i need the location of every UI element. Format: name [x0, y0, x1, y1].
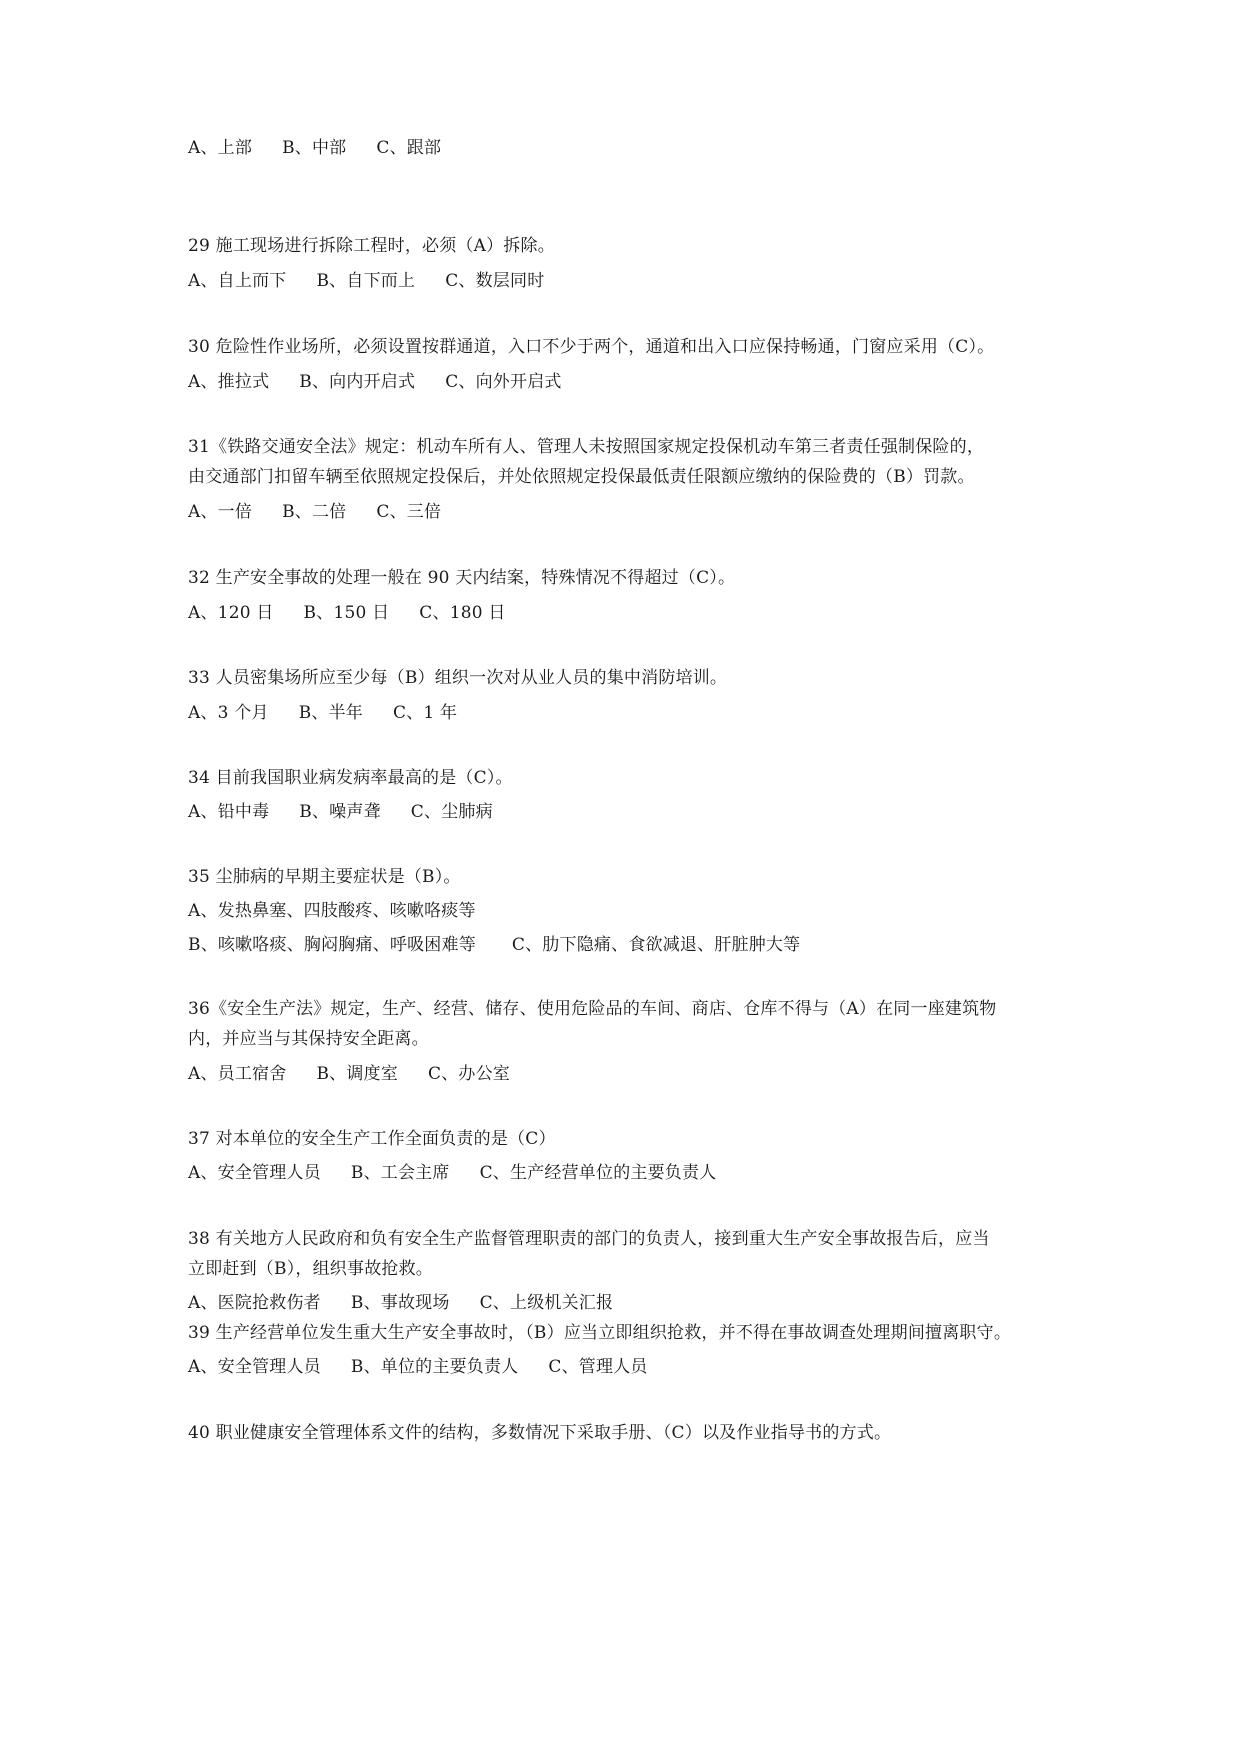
answer-option: B、中部	[282, 138, 347, 158]
answer-options	[188, 801, 493, 823]
answer-option: C、管理人员	[548, 1357, 648, 1377]
answer-option: B、150 日	[303, 603, 390, 623]
question-text: 36《安全生产法》规定，生产、经营、储存、使用危险品的车间、商店、仓库不得与（A）在同一座建筑物	[188, 999, 997, 1019]
question-text: 30 危险性作业场所，必须设置按群通道，入口不少于两个，通道和出入口应保持畅通，门窗应采用（C）。	[188, 337, 995, 357]
answer-option: A、铅中毒	[188, 802, 270, 822]
answer-options	[188, 602, 506, 624]
answer-option: A、发热鼻塞、四肢酸疼、咳嗽咯痰等	[188, 901, 476, 921]
question-text: 33 人员密集场所应至少每（B）组织一次对从业人员的集中消防培训。	[188, 668, 728, 688]
answer-options	[188, 1063, 510, 1085]
answer-options	[188, 1356, 648, 1378]
answer-option: A、推拉式	[188, 372, 270, 392]
answer-option: C、向外开启式	[445, 372, 562, 392]
question-text: 内，并应当与其保持安全距离。	[188, 1029, 429, 1049]
question-text: 32 生产安全事故的处理一般在 90 天内结案，特殊情况不得超过（C）。	[188, 568, 736, 588]
answer-options	[188, 270, 544, 292]
answer-option: A、120 日	[188, 603, 274, 623]
answer-option: C、180 日	[419, 603, 506, 623]
answer-option: B、向内开启式	[299, 372, 416, 392]
answer-option: C、肋下隐痛、食欲减退、肝脏肿大等	[511, 935, 801, 955]
answer-options	[188, 1292, 613, 1314]
answer-option: C、跟部	[376, 138, 442, 158]
answer-option: B、事故现场	[350, 1293, 450, 1313]
answer-option: C、办公室	[427, 1064, 510, 1084]
answer-option: A、安全管理人员	[188, 1163, 321, 1183]
question-text: 由交通部门扣留车辆至依照规定投保后，并处依照规定投保最低责任限额应缴纳的保险费的（B）罚款。	[188, 467, 975, 487]
answer-option: C、尘肺病	[410, 802, 493, 822]
answer-option: A、自上而下	[188, 271, 287, 291]
answer-option: A、3 个月	[188, 703, 269, 723]
answer-options	[188, 702, 457, 724]
answer-option: B、单位的主要负责人	[350, 1357, 519, 1377]
answer-option: A、上部	[188, 138, 253, 158]
answer-options	[188, 900, 476, 922]
answer-option: A、医院抢救伤者	[188, 1293, 321, 1313]
answer-options	[188, 137, 441, 159]
answer-option: C、数层同时	[445, 271, 545, 291]
answer-options	[188, 501, 441, 523]
question-text: 39 生产经营单位发生重大生产安全事故时，（B）应当立即组织抢救，并不得在事故调查处理期间擅离职守。	[188, 1323, 1012, 1343]
question-text: 29 施工现场进行拆除工程时，必须（A）拆除。	[188, 236, 555, 256]
answer-option: A、安全管理人员	[188, 1357, 321, 1377]
answer-option: B、调度室	[316, 1064, 398, 1084]
question-text: 34 目前我国职业病发病率最高的是（C）。	[188, 768, 513, 788]
question-text: 40 职业健康安全管理体系文件的结构，多数情况下采取手册、（C）以及作业指导书的方式。	[188, 1423, 892, 1443]
answer-option: B、二倍	[282, 502, 347, 522]
answer-option: C、生产经营单位的主要负责人	[479, 1163, 717, 1183]
answer-option: A、员工宿舍	[188, 1064, 287, 1084]
answer-options	[188, 1162, 716, 1184]
question-text: 37 对本单位的安全生产工作全面负责的是（C）	[188, 1129, 556, 1149]
answer-option: C、三倍	[376, 502, 442, 522]
answer-option: A、一倍	[188, 502, 253, 522]
question-text: 35 尘肺病的早期主要症状是（B）。	[188, 867, 461, 887]
answer-option: C、1 年	[393, 703, 458, 723]
answer-option: B、自下而上	[316, 271, 416, 291]
question-text: 立即赶到（B），组织事故抢救。	[188, 1259, 433, 1279]
answer-option: C、上级机关汇报	[479, 1293, 614, 1313]
answer-option: B、半年	[298, 703, 363, 723]
question-text: 38 有关地方人民政府和负有安全生产监督管理职责的部门的负责人，接到重大生产安全事故报告后，应当	[188, 1229, 990, 1249]
question-text: 31《铁路交通安全法》规定：机动车所有人、管理人未按照国家规定投保机动车第三者责任强制保险的，	[188, 437, 985, 457]
answer-option: B、噪声聋	[299, 802, 381, 822]
answer-option: B、咳嗽咯痰、胸闷胸痛、呼吸困难等	[188, 935, 476, 955]
answer-option: B、工会主席	[350, 1163, 450, 1183]
answer-options	[188, 371, 562, 393]
answer-options	[188, 934, 800, 956]
